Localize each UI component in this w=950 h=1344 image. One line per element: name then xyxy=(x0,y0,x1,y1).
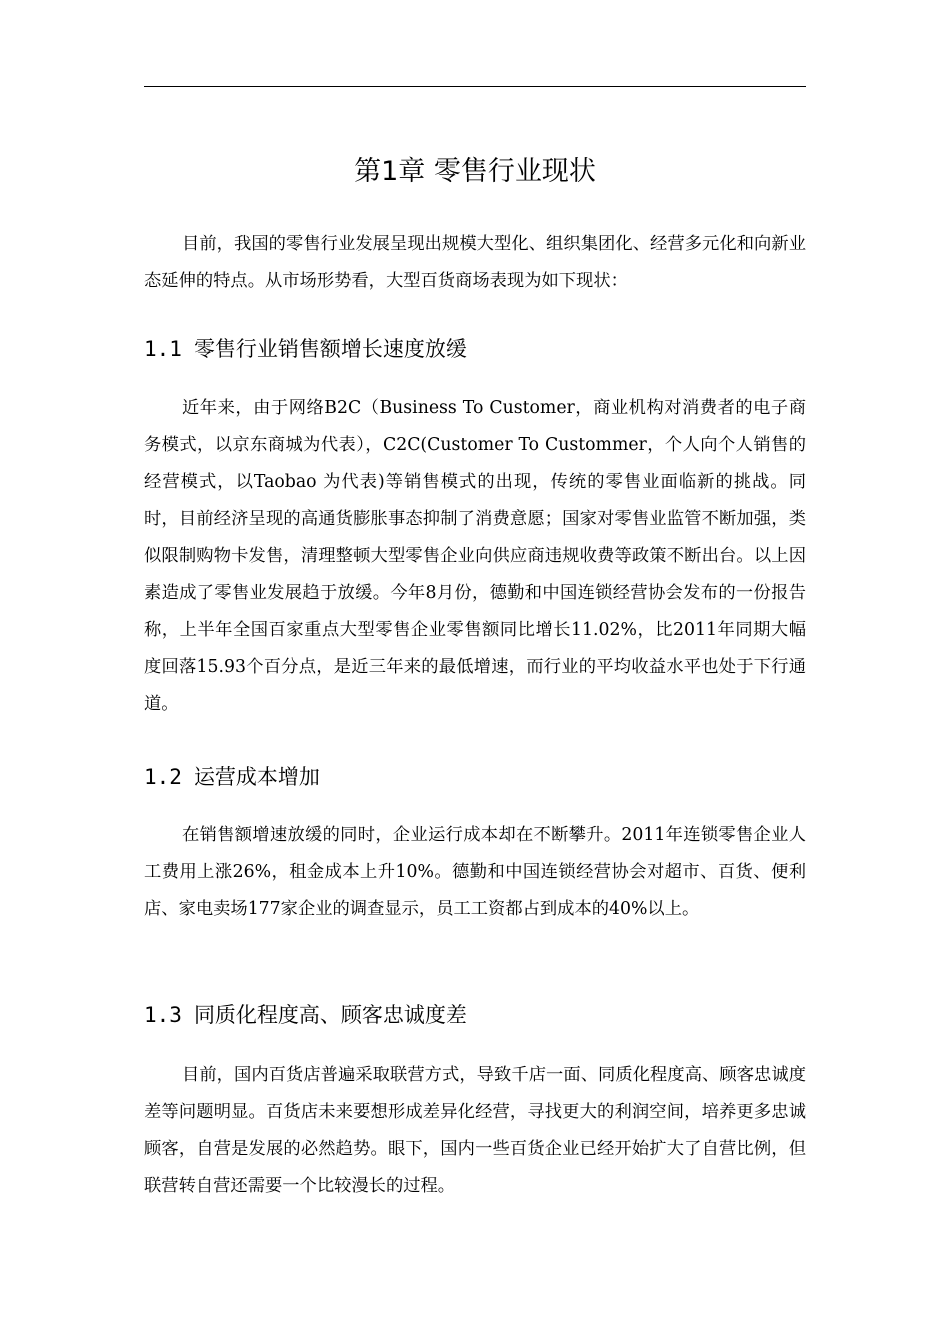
section-number: 1.3 xyxy=(144,1003,182,1027)
section-1-1-paragraph: 近年来，由于网络B2C（Business To Customer，商业机构对消费者的电子商务模式，以京东商城为代表），C2C(Customer To Custommer，个人向个人销售的经营模式，以Taobao 为代表)等销售模式的出现，传统的零售业面临新的挑战。同时，目前经济呈现的高通货膨胀事态抑制了消费意愿；国家对零售业监管不断加强，类似限制购物卡发售，清理整顿大型零售企业向供应商违规收费等政策不断出台。以上因素造成了零售业发展趋于放缓。今年8月份，德勤和中国连锁经营协会发布的一份报告称，上半年全国百家重点大型零售企业零售额同比增长11.02%，比2011年同期大幅度回落15.93个百分点，是近三年来的最低增速，而行业的平均收益水平也处于下行通道。 xyxy=(144,398,806,714)
section-heading-1-2 xyxy=(144,760,806,794)
section-1-2-paragraph: 在销售额增速放缓的同时，企业运行成本却在不断攀升。2011年连锁零售企业人工费用上涨26%，租金成本上升10%。德勤和中国连锁经营协会对超市、百货、便利店、家电卖场177家企业的调查显示，员工工资都占到成本的40%以上。 xyxy=(144,825,806,919)
section-number: 1.1 xyxy=(144,337,182,361)
header-rule xyxy=(144,86,806,87)
chapter-intro-paragraph: 目前，我国的零售行业发展呈现出规模大型化、组织集团化、经营多元化和向新业态延伸的特点。从市场形势看，大型百货商场表现为如下现状： xyxy=(144,234,806,291)
section-number: 1.2 xyxy=(144,765,182,789)
section-title: 运营成本增加 xyxy=(193,765,320,789)
section-heading-1-1 xyxy=(144,332,806,366)
section-title: 同质化程度高、顾客忠诚度差 xyxy=(193,1003,467,1027)
section-heading-1-3 xyxy=(144,998,806,1032)
section-title: 零售行业销售额增长速度放缓 xyxy=(193,337,467,361)
chapter-title: 第1章 零售行业现状 xyxy=(354,156,596,187)
section-1-3-paragraph: 目前，国内百货店普遍采取联营方式，导致千店一面、同质化程度高、顾客忠诚度差等问题明显。百货店未来要想形成差异化经营，寻找更大的利润空间，培养更多忠诚顾客，自营是发展的必然趋势。眼下，国内一些百货企业已经开始扩大了自营比例，但联营转自营还需要一个比较漫长的过程。 xyxy=(144,1065,806,1196)
